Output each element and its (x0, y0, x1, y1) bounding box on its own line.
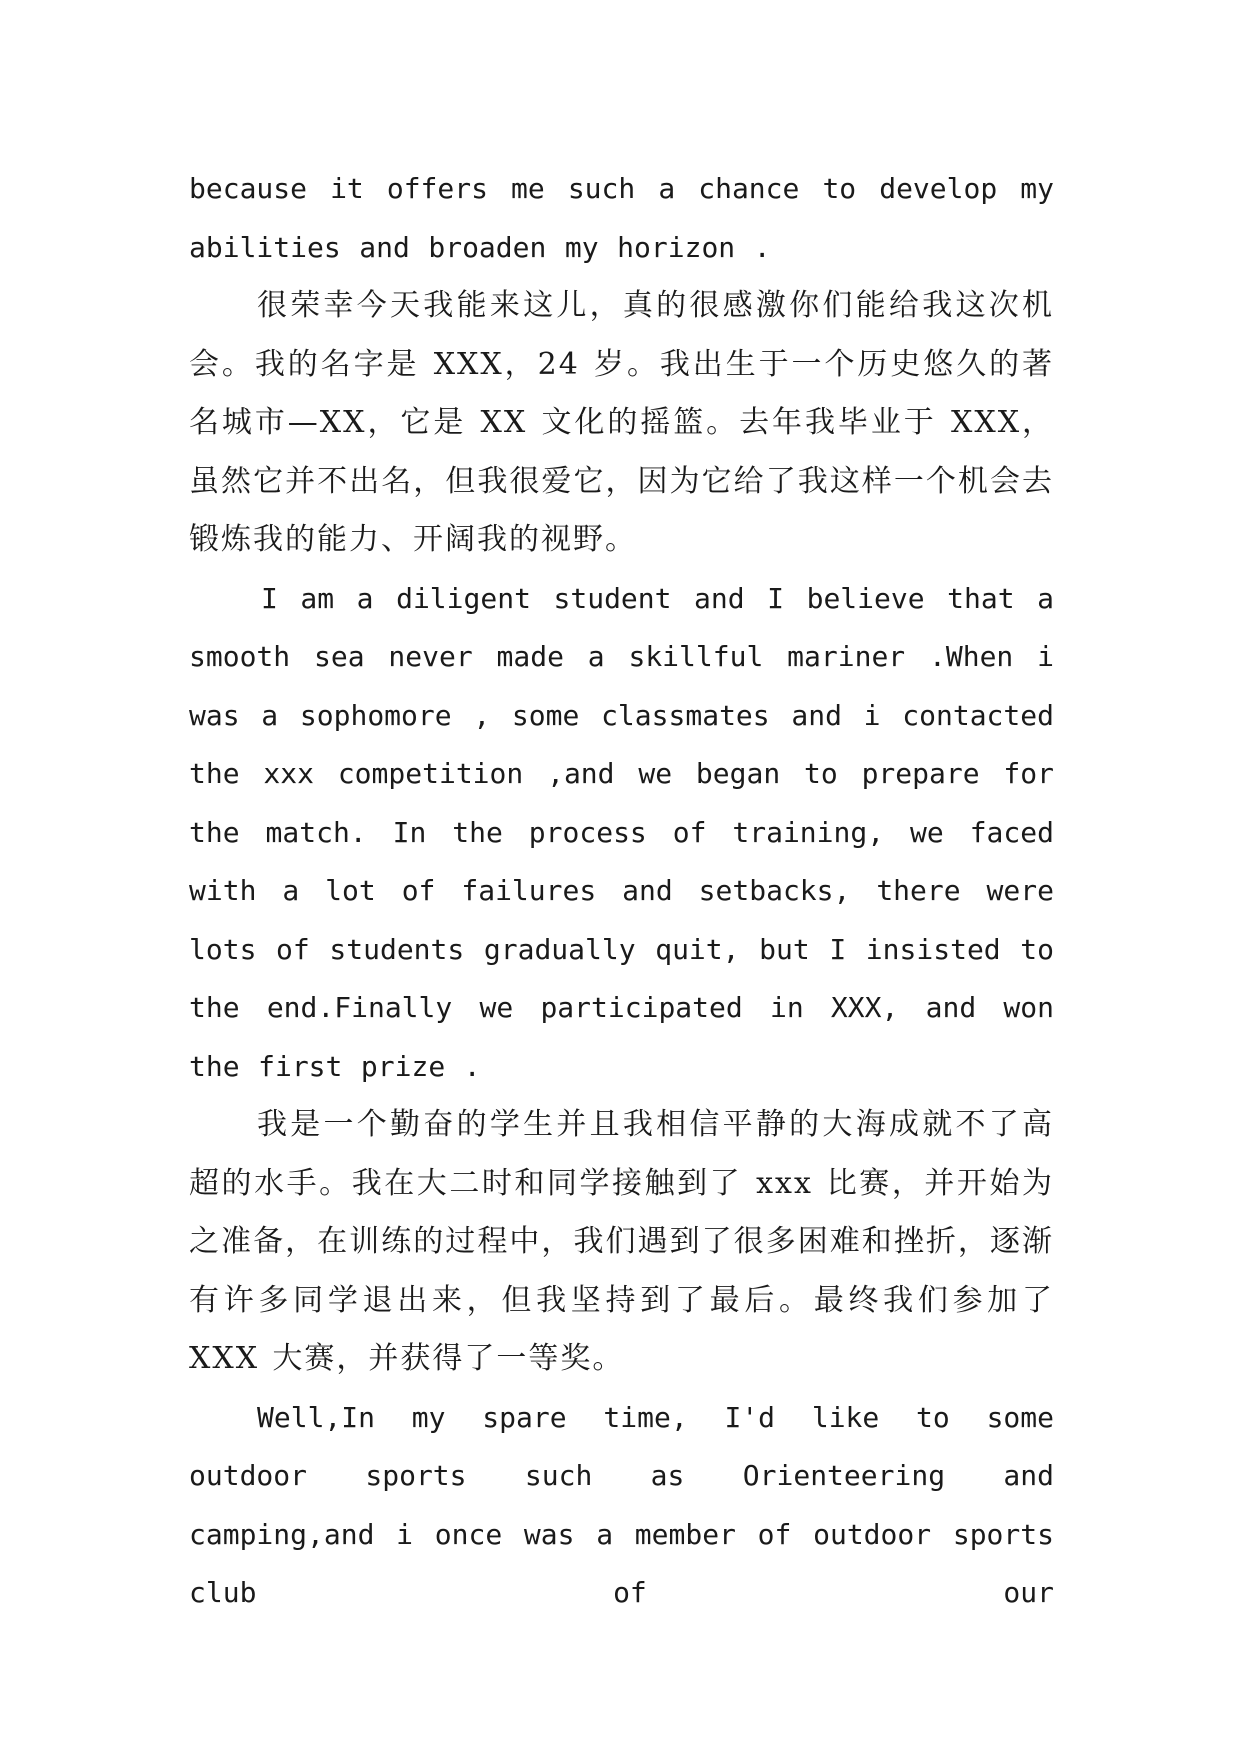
paragraph-english-intro-end: because it offers me such a chance to develop my abilities and broaden my horizon . (189, 172, 1054, 264)
paragraph-english-diligent: I am a diligent student and I believe that a smooth sea never made a skillful mariner .When i was a sophomore , some classmates and i contacted the xxx competition ,and we began to prepare for the match. In the process of training, we faced with a lot of failures and setbacks, there were lots of students gradually quit, but I insisted to the end.Finally we participated in XXX, and won the first prize . (189, 581, 1054, 1083)
document-body (189, 160, 1054, 1623)
paragraph-chinese-diligent: 我是一个勤奋的学生并且我相信平静的大海成就不了高超的水手。我在大二时和同学接触到了 xxx 比赛，并开始为之准备，在训练的过程中，我们遇到了很多困难和挫折，逐渐有许多同学退出来，但我坚持到了最后。最终我们参加了 XXX 大赛，并获得了一等奖。 (189, 1107, 1054, 1376)
paragraph-chinese-intro: 很荣幸今天我能来这儿，真的很感激你们能给我这次机会。我的名字是 XXX，24 岁。我出生于一个历史悠久的著名城市—XX，它是 XX 文化的摇篮。去年我毕业于 XXX，虽然它并不出名，但我很爱它，因为它给了我这样一个机会去锻炼我的能力、开阔我的视野。 (189, 288, 1054, 557)
paragraph-english-spare-time: Well,In my spare time, I'd like to some outdoor sports such as Orienteering and camping,and i once was a member of outdoor sports club of our (189, 1400, 1054, 1609)
